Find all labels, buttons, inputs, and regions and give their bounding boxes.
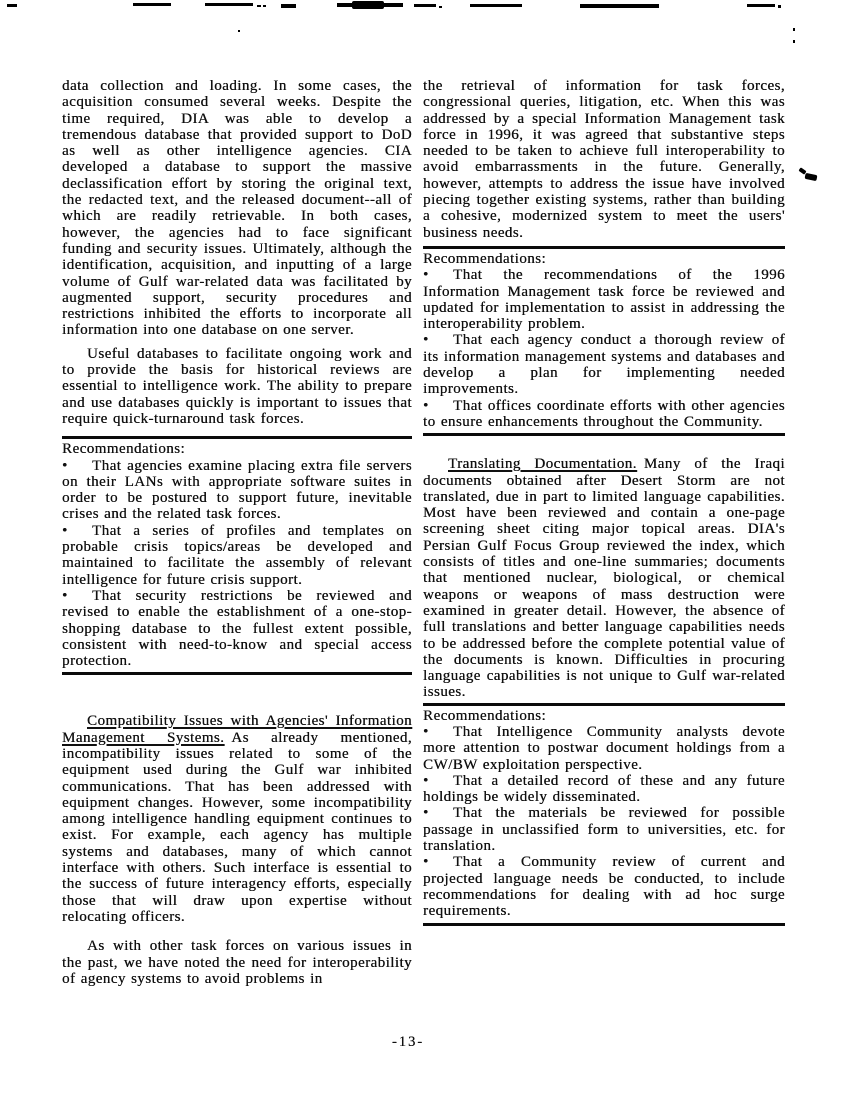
section-body: As already mentioned, incompatibility issues related to some of the equipment used during the Gulf war inhibited communications. That has been addressed with equipment changes. However, some incompatibility among intelligence handling equipment continues to exist. For example, each agency has multiple systems and databases, many of which cannot interface with others. Such interface is essential to the success of future interagency efforts, especially those that will draw upon expertise without relocating officers.: [62, 729, 412, 925]
bullet-icon: •: [423, 772, 429, 789]
bullet-icon: •: [62, 457, 68, 474]
scan-mark: [778, 5, 781, 8]
scan-mark: [257, 5, 261, 7]
body-paragraph: data collection and loading. In some cases, the acquisition consumed several weeks. Despite the time required, DIA was able to develop a tremendous database that provided support to DoD as well as other intelligence agencies. CIA developed a database to support the massive declassification effort by storing the original text, the redacted text, and the released document--all of which are readily retrievable. In both cases, however, the agencies had to face significant funding and security issues. Ultimately, although the identification, acquisition, and inputting of a large volume of Gulf war-related data was facilitated by augmented support, security procedures and restrictions inhibited the efforts to incorporate all information into one database on one server.: [62, 78, 412, 339]
recommendations-label: Recommendations:: [62, 441, 186, 458]
recommendation-item: [423, 332, 785, 397]
section-paragraph: [62, 713, 412, 925]
scan-speck: [793, 28, 795, 31]
body-paragraph: Useful databases to facilitate ongoing work and to provide the basis for historical reviews are essential to intelligence work. The ability to prepare and use databases quickly is important to issues that require quick-turnaround task forces.: [62, 345, 412, 427]
recommendation-item: [423, 854, 785, 919]
bullet-icon: •: [423, 397, 429, 414]
bullet-icon: •: [423, 723, 429, 740]
scan-mark: [263, 5, 266, 7]
scan-mark: [580, 4, 659, 8]
right-column: [423, 78, 785, 926]
scan-mark: [133, 3, 171, 6]
recommendations-box: [62, 436, 412, 675]
recommendation-item: [423, 398, 785, 431]
recommendation-text: That a Community review of current and projected language needs be conducted, to include recommendations for dealing with ad hoc surge requirements.: [423, 854, 785, 920]
recommendation-text: That security restrictions be reviewed and revised to enable the establishment of a one-stop-shopping database to the fullest extent possible, consistent with need-to-know and special access protection.: [62, 587, 412, 670]
recommendations-box: [423, 246, 785, 436]
recommendation-item: [423, 724, 785, 773]
recommendations-label: Recommendations:: [423, 707, 547, 724]
section-paragraph: [423, 456, 785, 700]
recommendation-item: [423, 805, 785, 854]
scan-speck: [238, 30, 240, 32]
recommendation-text: That the recommendations of the 1996 Information Management task force be reviewed and updated for implementation to assist in addressing the interoperability problem.: [423, 267, 785, 333]
scan-mark: [414, 4, 436, 7]
bullet-icon: •: [423, 805, 429, 822]
scan-mark: [470, 4, 522, 7]
bullet-icon: •: [62, 587, 68, 604]
recommendations-label: Recommendations:: [423, 250, 547, 267]
recommendation-item: [62, 523, 412, 588]
bullet-icon: •: [423, 332, 429, 349]
recommendation-item: [423, 773, 785, 806]
bullet-icon: •: [62, 522, 68, 539]
recommendation-text: That the materials be reviewed for possible passage in unclassified form to universities, etc. for translation.: [423, 805, 785, 855]
scan-mark: [439, 6, 442, 8]
recommendation-text: That each agency conduct a thorough review of its information management systems and databases and develop a plan for implementing needed improvements.: [423, 332, 785, 398]
recommendation-text: That a detailed record of these and any future holdings be widely disseminated.: [423, 772, 785, 806]
left-column: [62, 78, 412, 987]
scan-mark: [205, 3, 253, 6]
scan-mark: [7, 4, 17, 7]
bullet-icon: •: [423, 267, 429, 284]
bullet-icon: •: [423, 854, 429, 871]
section-heading: Compatibility Issues with Agencies' Information Management Systems.: [62, 713, 412, 746]
section-body: Many of the Iraqi documents obtained after Desert Storm are not translated, due in part to limited language capabilities. Most have been reviewed and contain a one-page screening sheet citing major topical areas. DIA's Persian Gulf Focus Group reviewed the index, which consists of titles and one-line summaries; documents that mentioned nuclear, biological, or chemical weapons or weapons of mass destruction were examined in greater detail. However, the absence of full translations and better language capabilities needs to be addressed before the complete potential value of the documents is known. Difficulties in procuring language capabilities is not unique to Gulf war-related issues.: [423, 456, 785, 701]
body-paragraph: the retrieval of information for task forces, congressional queries, litigation, etc. When this was addressed by a special Information Management task force in 1996, it was agreed that substantive steps needed to be taken to achieve full interoperability to avoid embarrassments in the future. Generally, however, attempts to address the issue have involved piecing together existing systems, rather than building a cohesive, modernized system to meet the users' business needs.: [423, 78, 785, 241]
recommendation-text: That offices coordinate efforts with other agencies to ensure enhancements throughout the Community.: [423, 397, 785, 430]
page-number: -13-: [391, 1034, 425, 1050]
scan-mark: [281, 4, 296, 8]
recommendation-item: [62, 588, 412, 669]
scan-mark: [352, 1, 384, 9]
recommendation-item: [62, 458, 412, 523]
recommendation-item: [423, 267, 785, 332]
section-heading: Translating Documentation.: [448, 456, 637, 473]
recommendations-box: [423, 703, 785, 926]
body-paragraph: As with other task forces on various issues in the past, we have noted the need for interoperability of agency systems to avoid problems in: [62, 938, 412, 987]
scan-speck: [793, 40, 795, 43]
ink-blot: [805, 173, 818, 181]
recommendation-text: That Intelligence Community analysts devote more attention to postwar document holdings from a CW/BW exploitation perspective.: [423, 723, 785, 773]
recommendation-text: That agencies examine placing extra file servers on their LANs with appropriate software suites in order to be postured to support future, inevitable crises and the related task forces.: [62, 457, 412, 523]
scan-mark: [747, 4, 775, 7]
recommendation-text: That a series of profiles and templates on probable crisis topics/areas be developed and maintained to facilitate the assembly of relevant intelligence for future crisis support.: [62, 522, 412, 588]
